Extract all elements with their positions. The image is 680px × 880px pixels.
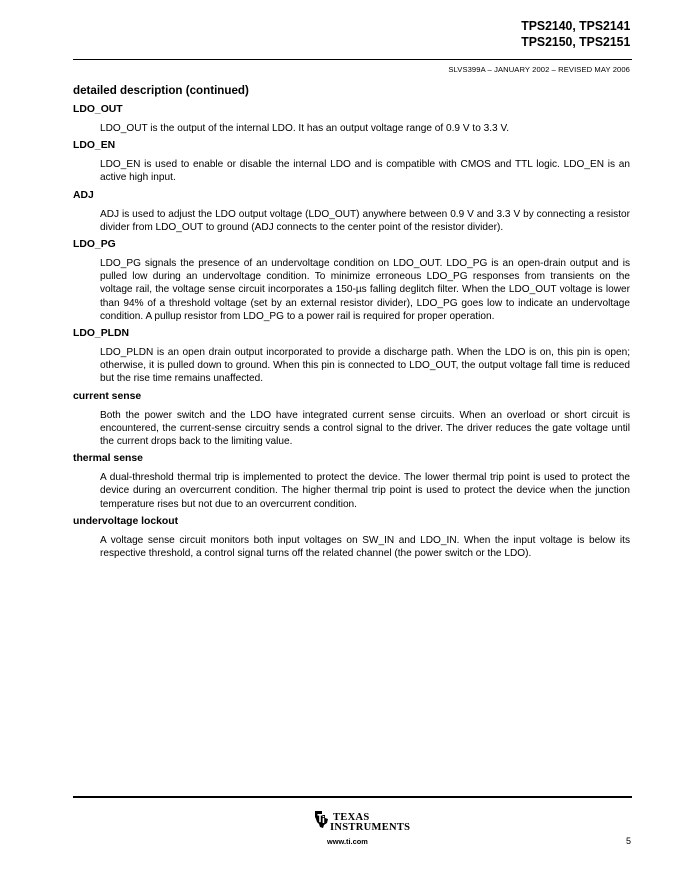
ti-state-icon [314,810,329,829]
item-ldo-en [73,140,630,184]
ti-logo [314,809,411,849]
title-line-1: TPS2140, TPS2141 [520,18,630,33]
item-heading: current sense [73,390,142,402]
document-id: SLVS399A – JANUARY 2002 – REVISED MAY 2006 [448,65,630,74]
item-undervoltage-lockout [73,516,630,560]
item-body: LDO_PG signals the presence of an undervoltage condition on LDO_OUT. LDO_PG is an open-drain output and is pulled low during an undervoltage condition. To minimize erroneous LDO_PG responses from transients on the voltage rail, the voltage sense circuit incorporates a 150-µs falling deglitch filter. When the LDO_OUT voltage is lower than 94% of a threshold voltage (set by an external resistor divider), LDO_PG goes low to indicate an undervoltage condition. A pullup resistor from LDO_PG to a power rail is required for proper operation. [100,258,630,322]
item-body: Both the power switch and the LDO have integrated current sense circuits. When an overload or short circuit is encountered, the current-sense circuitry sends a control signal to the driver. The driver reduces the gate voltage until the current drops back to the limiting value. [100,409,630,448]
item-heading: ADJ [73,189,94,201]
item-ldo-pg [73,239,630,323]
item-heading: LDO_PLDN [73,328,129,340]
item-body: LDO_PLDN is an open drain output incorporated to provide a discharge path. When the LDO is on, this pin is open; otherwise, it is pulled down to ground. When this pin is connected to LDO_OUT, the output voltage fall time is reduced but the rise time remains unaffected. [100,347,630,385]
page-number: 5 [625,836,631,846]
description-content [73,104,630,565]
item-heading: LDO_OUT [73,104,123,115]
item-heading: thermal sense [73,453,143,465]
item-current-sense [73,391,630,449]
section-title: detailed description (continued) [73,84,249,97]
item-body: A voltage sense circuit monitors both input voltages on SW_IN and LDO_IN. When the input voltage is below its respective threshold, a control signal turns off the related channel (the power switch or the LDO). [100,534,630,560]
item-body: LDO_EN is used to enable or disable the internal LDO and is compatible with CMOS and TTL logic. LDO_EN is an active high input. [100,159,630,184]
item-body: ADJ is used to adjust the LDO output voltage (LDO_OUT) anywhere between 0.9 V and 3.3 V by connecting a resistor divider from LDO_OUT to ground (ADJ connects to the center point of the resistor divider). [100,208,630,233]
item-body: LDO_OUT is the output of the internal LDO. It has an output voltage range of 0.9 V to 3.3 V. [100,123,510,134]
item-heading: undervoltage lockout [73,515,179,527]
logo-text-instruments: INSTRUMENTS [330,822,411,833]
item-ldo-pldn [73,328,630,386]
item-body: A dual-threshold thermal trip is implemented to protect the device. The lower thermal trip point is used to protect the device during an overcurrent condition. The higher thermal trip point is used to protect the device when the junction temperature rises but not due to an overcurrent condition. [100,472,630,510]
footer-divider [73,796,632,798]
title-line-2: TPS2150, TPS2151 [520,34,630,49]
document-title [513,18,630,50]
header-divider [73,59,632,60]
item-heading: LDO_EN [73,140,116,152]
item-thermal-sense [73,453,630,511]
item-ldo-out [73,104,630,135]
logo-text-texas: TEXAS [333,812,370,823]
item-heading: LDO_PG [73,239,116,251]
item-adj [73,190,630,234]
website-url: www.ti.com [327,837,368,846]
